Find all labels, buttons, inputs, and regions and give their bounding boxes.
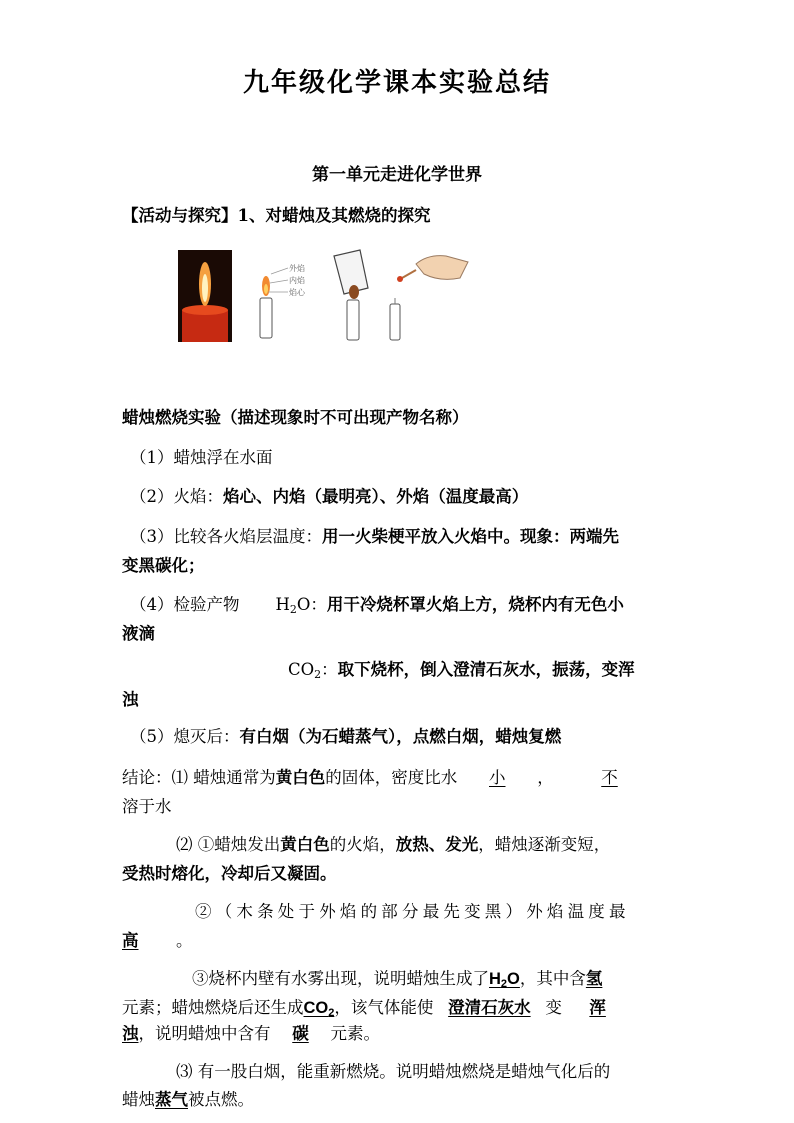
- c5-text-b: 蜡烛: [122, 1090, 155, 1109]
- item-3-line2: 变黑碳化；: [122, 556, 205, 575]
- conclusion-2-line2: 受热时熔化，冷却后又凝固。: [122, 864, 337, 883]
- c1-bold: 黄白色: [275, 768, 326, 787]
- activity-title: 1、对蜡烛及其燃烧的探究: [237, 206, 431, 225]
- c4-co2-sub: 2: [328, 1007, 335, 1019]
- co2-label: CO: [288, 660, 315, 679]
- c4-text-h: 元素。: [330, 1024, 380, 1043]
- h2o-test-text: 用干冷烧杯罩火焰上方，烧杯内有无色小: [326, 595, 624, 614]
- conclusion-1-line2: 溶于水: [122, 797, 172, 816]
- c4-h2o: [489, 970, 520, 988]
- c5-blank: 蒸气: [155, 1090, 188, 1109]
- h2o-o: O：: [296, 595, 327, 614]
- hand-with-match: [390, 256, 468, 340]
- candle-figures: [178, 248, 478, 344]
- c4-blank-2: 澄清石灰水: [448, 998, 531, 1017]
- c1-blank-1: 小: [489, 768, 506, 787]
- item-2-prefix: （2）火焰：: [130, 487, 223, 506]
- item-5-prefix: （5）熄灭后：: [130, 727, 240, 746]
- c2-text-b: 的火焰，: [329, 835, 396, 854]
- c4-h2o-o: O: [507, 970, 520, 988]
- c5-text-c: 被点燃。: [188, 1090, 254, 1109]
- c4-text-c: 元素；蜡烛燃烧后还生成: [122, 998, 304, 1017]
- c3-end: 。: [176, 931, 193, 950]
- c2-text-a: ⑵ ①蜡烛发出: [176, 835, 281, 854]
- co2-test-text: 取下烧杯，倒入澄清石灰水，振荡，变浑: [337, 660, 635, 679]
- conclusion-3-line1: ②（木条处于外焰的部分最先变黑）外焰温度最: [195, 902, 630, 921]
- c2-text-c: ，蜡烛逐渐变短，: [478, 835, 611, 854]
- conclusion-4-line3: [122, 1018, 682, 1049]
- item-5: [130, 721, 690, 752]
- c4-h2o-h: H: [489, 970, 501, 988]
- item-4-prefix: （4）检验产物: [130, 595, 240, 614]
- c2-bold-2: 放热、发光: [395, 835, 479, 854]
- c4-blank-3: 浑: [589, 998, 606, 1017]
- co2-sub: 2: [314, 668, 322, 681]
- c1-blank-2: 不: [601, 768, 618, 787]
- c4-text-g: ，说明蜡烛中含有: [138, 1024, 271, 1043]
- item-5-bold: 有白烟（为石蜡蒸气），点燃白烟，蜡烛复燃: [239, 727, 562, 746]
- c4-text-e: 变: [545, 998, 562, 1017]
- labeled-candle-diagram: [260, 263, 306, 338]
- conclusion-3-line2: [122, 925, 682, 956]
- c3-blank: 高: [122, 931, 139, 950]
- beaker-over-candle: [334, 250, 368, 340]
- c4-co2: [304, 999, 335, 1017]
- conclusion-1-line1: [122, 762, 682, 793]
- flame-core-label: 焰心: [289, 288, 305, 297]
- candle-photo: [178, 250, 232, 342]
- conclusion-2-line1: [176, 829, 736, 860]
- c4-text-b: ，其中含: [519, 969, 586, 988]
- conclusion-5-line1: ⑶ 有一股白烟，能重新燃烧。说明蜡烛燃烧是蜡烛气化后的: [176, 1062, 611, 1081]
- c4-f: 浊: [122, 1024, 139, 1043]
- c1-comma: ，: [537, 768, 554, 787]
- conclusion-5-line2: [122, 1084, 682, 1115]
- item-3-bold: 用一火柴梗平放入火焰中。现象：两端先: [322, 527, 619, 546]
- c4-h2o-sub: 2: [500, 978, 508, 990]
- item-2-bold: 焰心、内焰（最明亮）、外焰（温度最高）: [223, 487, 529, 506]
- item-3-line1: [130, 521, 690, 552]
- c4-blank-4: 碳: [292, 1024, 309, 1043]
- unit-title: 第一单元走进化学世界: [312, 165, 482, 185]
- activity-tag: 【活动与探究】: [122, 206, 238, 225]
- co2-colon: ：: [321, 660, 338, 679]
- item-3-prefix: （3）比较各火焰层温度：: [130, 527, 322, 546]
- c4-blank-1: 氢: [585, 969, 603, 988]
- c1-text-b: 的固体，密度比水: [325, 768, 458, 787]
- inner-flame-label: 内焰: [289, 276, 305, 285]
- activity-heading: [122, 200, 682, 231]
- outer-flame-label: 外焰: [289, 264, 305, 273]
- h2o-sub: 2: [289, 603, 297, 616]
- item-2: [130, 481, 690, 512]
- item-4-line2: 液滴: [122, 624, 155, 643]
- experiment-heading: 蜡烛燃烧实验（描述现象时不可出现产物名称）: [122, 408, 469, 427]
- item-4-co2-line2: 浊: [122, 690, 139, 709]
- c4-text-d: ，该气体能使: [334, 998, 434, 1017]
- page-title: 九年级化学课本实验总结: [242, 68, 551, 98]
- c4-co2-co: CO: [303, 999, 329, 1017]
- c4-text-a: ③烧杯内壁有水雾出现，说明蜡烛生成了: [192, 969, 489, 988]
- c1-text-a: 结论：⑴ 蜡烛通常为: [122, 768, 276, 787]
- h2o-label: H: [275, 595, 290, 614]
- c2-bold-1: 黄白色: [280, 835, 330, 854]
- item-1: （1）蜡烛浮在水面: [130, 448, 273, 467]
